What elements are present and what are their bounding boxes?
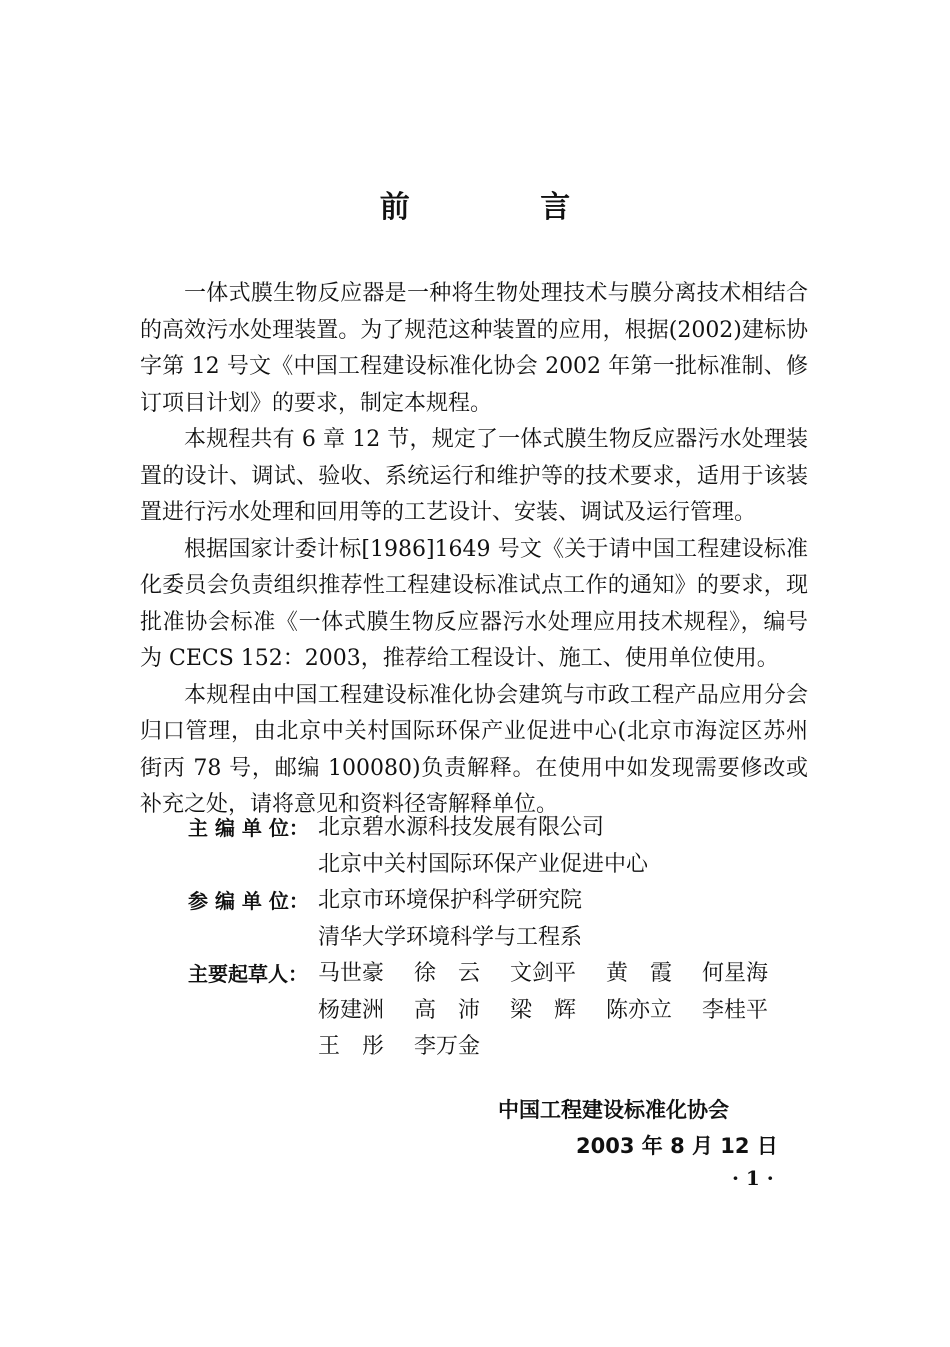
drafter-name: 何星海 [702, 961, 769, 986]
paragraph: 一体式膜生物反应器是一种将生物处理技术与膜分离技术相结合的高效污水处理装置。为了规范这种装置的应用，根据(2002)建标协字第 12 号文《中国工程建设标准化协会 2002 年第一批标准制、修订项目计划》的要求，制定本规程。 [140, 281, 808, 416]
signature-date: 2003 年 8 月 12 日 [576, 1134, 778, 1158]
page-title: 前 言 [379, 190, 631, 225]
credits-section [188, 810, 808, 1066]
participating-editors-label: 参 编 单 位： [188, 889, 309, 913]
participating-editor-unit: 清华大学环境科学与工程系 [318, 924, 583, 950]
chief-editor-unit: 北京中关村国际环保产业促进中心 [318, 851, 649, 877]
signature-block [498, 1092, 798, 1164]
participating-editors-list [318, 883, 808, 956]
paragraph: 根据国家计委计标[1986]1649 号文《关于请中国工程建设标准化委员会负责组织推荐性工程建设标准试点工作的通知》的要求，现批准协会标准《一体式膜生物反应器污水处理应用技术规程》，编号为 CECS 152：2003，推荐给工程设计、施工、使用单位使用。 [140, 536, 808, 671]
chief-editor-unit: 北京碧水源科技发展有限公司 [318, 815, 605, 840]
drafter-name: 杨建洲 [318, 997, 385, 1023]
drafter-name: 李万金 [414, 1034, 481, 1059]
paragraph: 本规程共有 6 章 12 节，规定了一体式膜生物反应器污水处理装置的设计、调试、验收、系统运行和维护等的技术要求，适用于该装置进行污水处理和回用等的工艺设计、安装、调试及运行管理。 [140, 427, 808, 525]
page-number: · 1 · [732, 1166, 774, 1190]
drafter-name: 王 彤 [318, 1034, 385, 1059]
chief-editors-label: 主 编 单 位： [188, 816, 309, 840]
drafter-name: 李桂平 [702, 997, 769, 1023]
drafter-name: 黄 霞 [606, 961, 673, 986]
participating-editor-unit: 北京市环境保护科学研究院 [318, 888, 583, 913]
paragraph: 本规程由中国工程建设标准化协会建筑与市政工程产品应用分会归口管理，由北京中关村国际环保产业促进中心(北京市海淀区苏州街丙 78 号，邮编 100080)负责解释。在使用中如发现需要修改或补充之处，请将意见和资料径寄解释单位。 [140, 682, 808, 817]
preface-body [140, 276, 808, 824]
drafter-name: 文剑平 [510, 961, 577, 986]
chief-editors-list [318, 810, 808, 883]
drafter-name: 梁 辉 [510, 997, 577, 1023]
main-drafters-list [318, 956, 808, 1066]
main-drafters-row [188, 956, 808, 1066]
chief-editors-row [188, 810, 808, 883]
main-drafters-label: 主要起草人： [188, 962, 308, 986]
participating-editors-row [188, 883, 808, 956]
drafter-name: 高 沛 [414, 997, 481, 1023]
drafter-name: 陈亦立 [606, 997, 673, 1023]
drafter-name: 马世豪 [318, 961, 385, 986]
signature-organization: 中国工程建设标准化协会 [498, 1098, 729, 1122]
drafter-name: 徐 云 [414, 961, 481, 986]
